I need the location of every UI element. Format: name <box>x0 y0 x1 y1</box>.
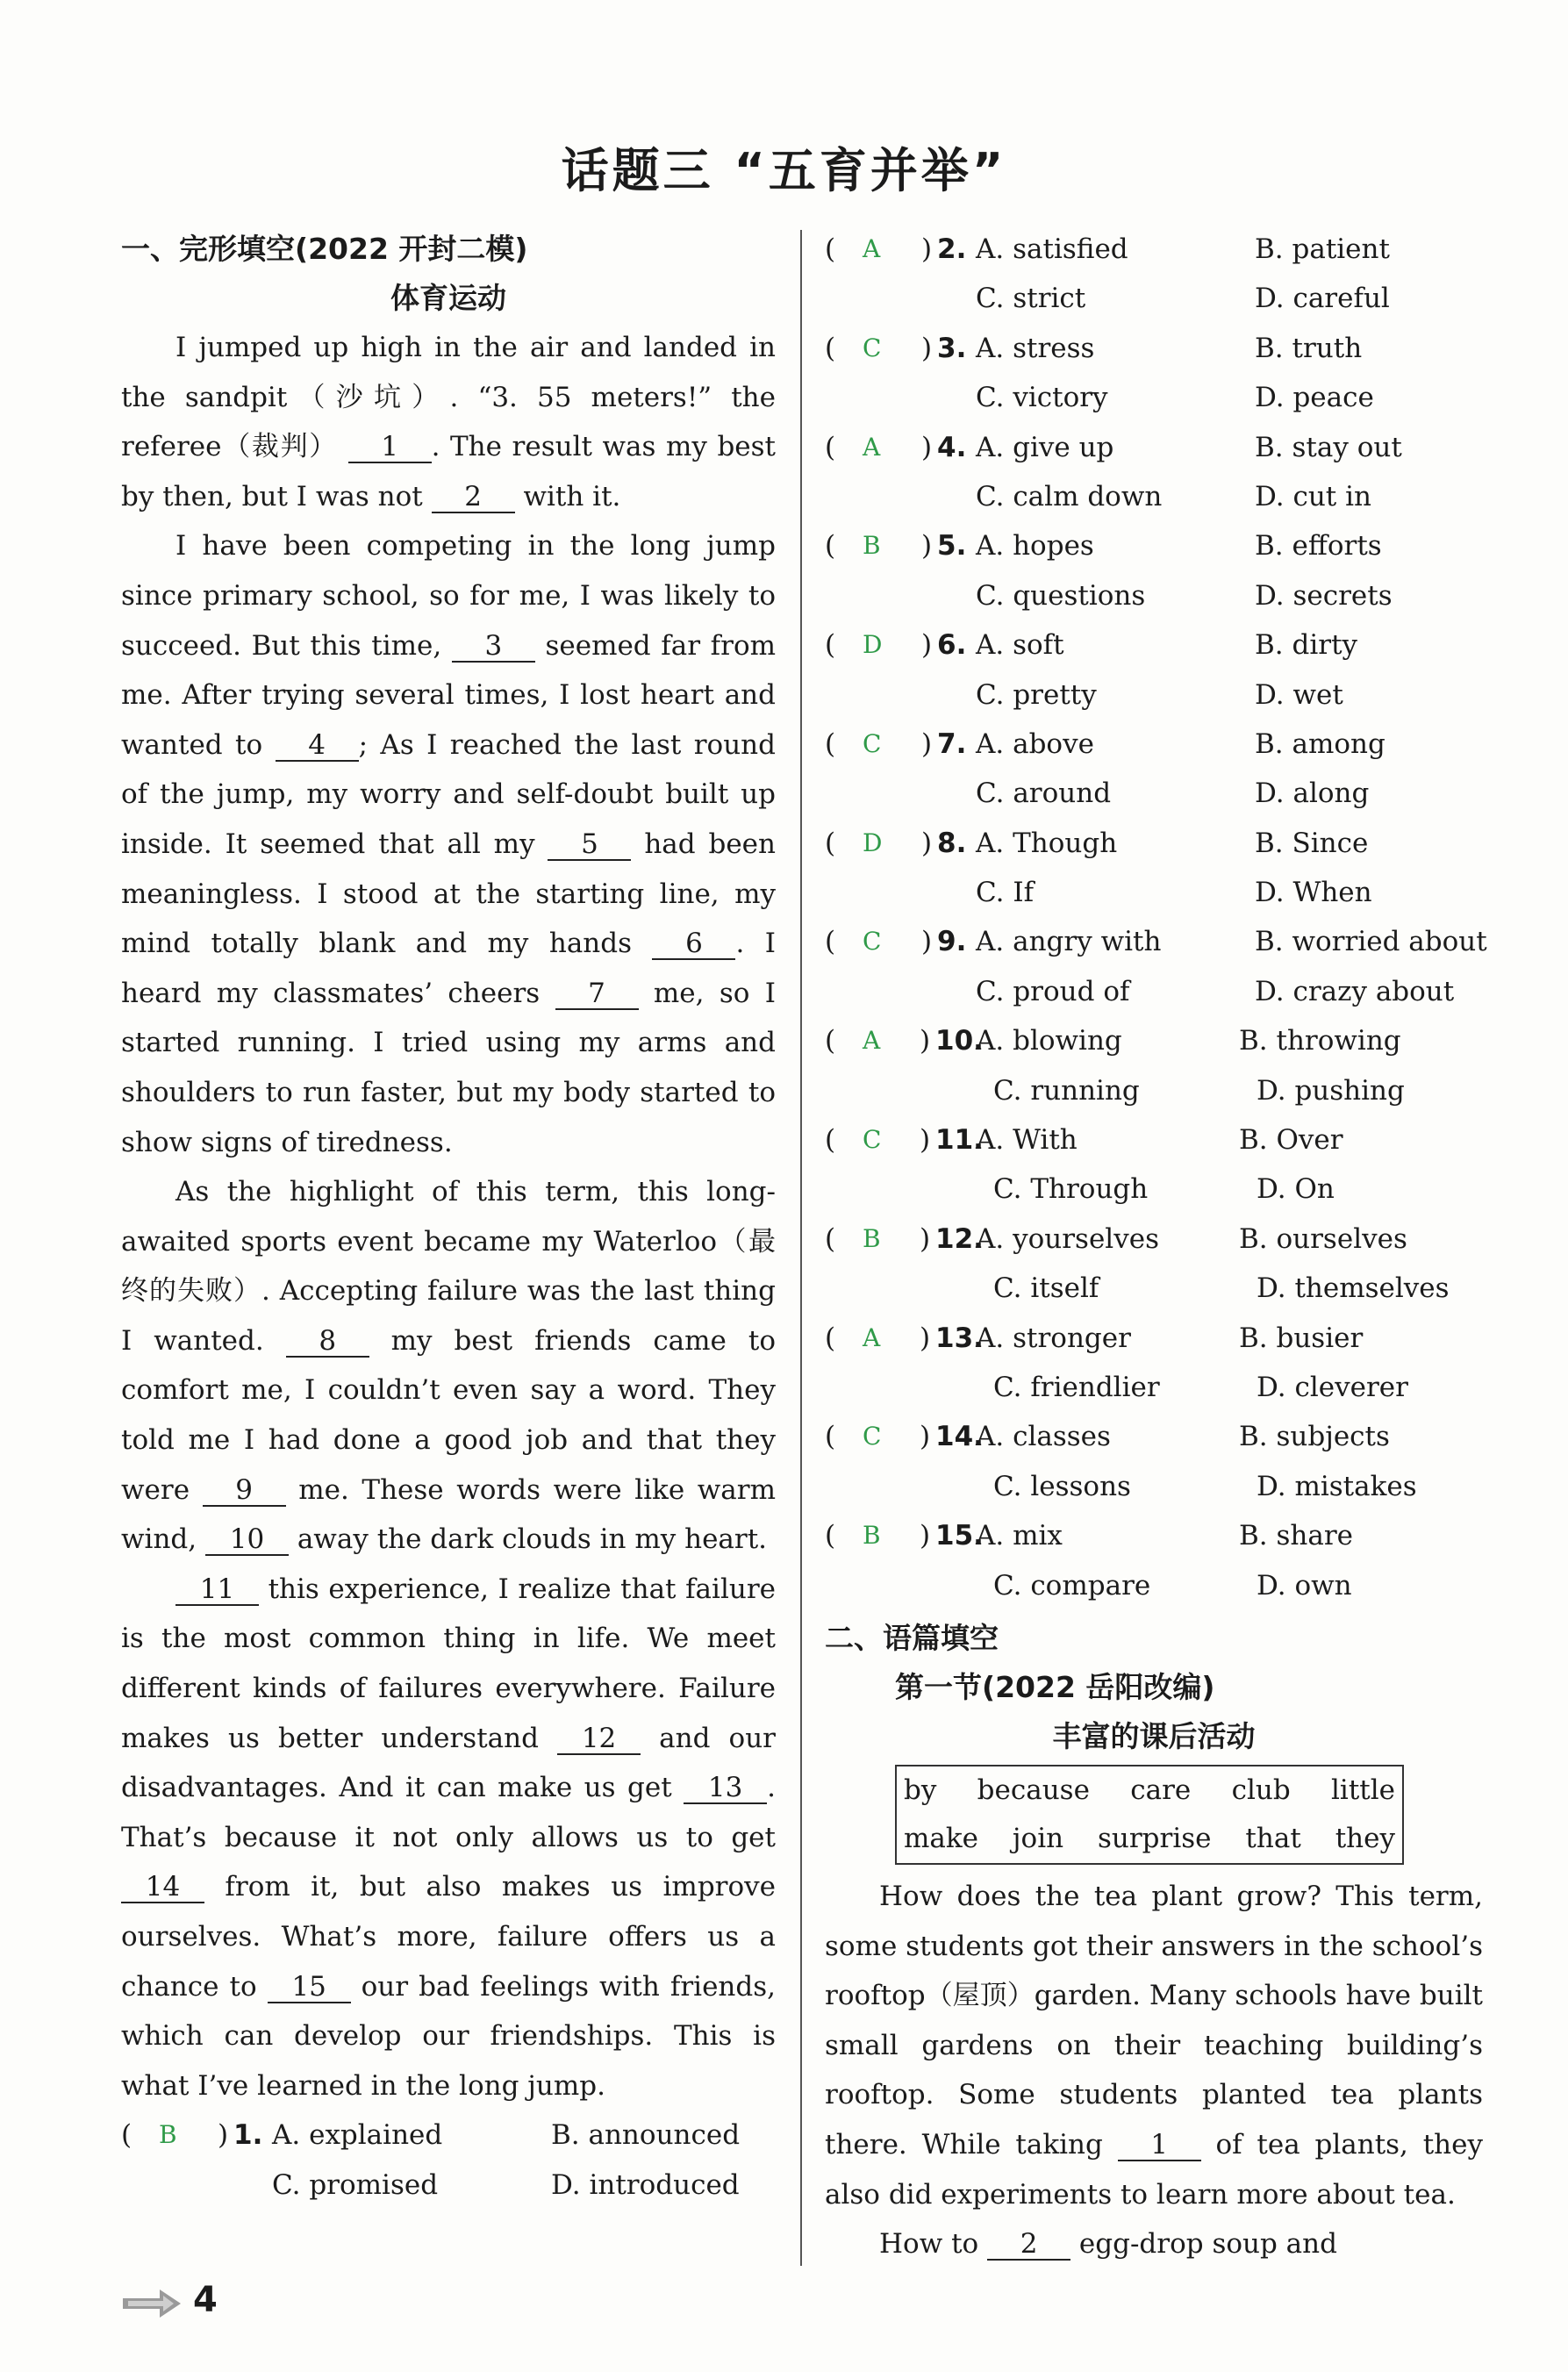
answer-letter: B <box>863 531 881 561</box>
open-paren: ( <box>825 1421 836 1453</box>
question-number: 6. <box>937 629 967 662</box>
option-b: B. busier <box>1239 1322 1364 1354</box>
passage-paragraph <box>825 2219 1483 2269</box>
option-d: D. secrets <box>1255 579 1393 612</box>
question-12 <box>825 1215 1483 1314</box>
passage-text: . I heard my classmates’ cheers <box>121 928 776 1009</box>
open-paren: ( <box>121 2119 132 2152</box>
section2-subtitle: 丰富的课后活动 <box>1052 1718 1256 1753</box>
option-d: D. introduced <box>551 2168 740 2201</box>
option-indent <box>825 868 976 917</box>
option-b: B. patient <box>1255 233 1390 265</box>
option-c: C. calm down <box>976 480 1163 512</box>
open-paren: ( <box>825 727 836 760</box>
option-indent <box>825 1561 993 1610</box>
close-paren: ) <box>921 233 933 265</box>
option-b: B. worried about <box>1255 926 1487 958</box>
option-a: A. blowing <box>976 1025 1122 1057</box>
option-d: D. careful <box>1255 283 1390 315</box>
option-a: A. hopes <box>976 530 1094 563</box>
blank-2: 2 <box>987 2229 1070 2261</box>
question-row <box>825 1165 1483 1214</box>
question-row <box>825 620 1483 670</box>
answer-slot <box>825 720 976 769</box>
close-paren: ) <box>921 431 933 463</box>
open-paren: ( <box>825 530 836 563</box>
question-row <box>825 917 1487 966</box>
close-paren: ) <box>920 1025 931 1057</box>
option-a: A. stress <box>976 332 1095 364</box>
option-b: B. truth <box>1255 332 1363 364</box>
option-a: A. above <box>976 727 1094 760</box>
option-d: D. cleverer <box>1257 1371 1408 1403</box>
question-row <box>825 225 1483 274</box>
option-indent <box>825 1165 993 1214</box>
answer-letter: A <box>863 432 881 462</box>
option-b: B. subjects <box>1239 1421 1390 1453</box>
question-row <box>825 1412 1483 1461</box>
option-d: D. wet <box>1255 678 1343 711</box>
question-number: 9. <box>937 926 967 958</box>
option-indent <box>825 670 976 720</box>
word-bank-item: that <box>1245 1822 1301 1854</box>
option-indent <box>825 373 976 422</box>
option-indent <box>825 1462 993 1511</box>
open-paren: ( <box>825 1222 836 1255</box>
option-c: C. lessons <box>993 1470 1131 1502</box>
blank-4: 4 <box>276 730 359 762</box>
answer-slot <box>825 1412 984 1461</box>
option-b: B. stay out <box>1255 431 1402 463</box>
answer-slot <box>825 423 976 472</box>
option-b: B. share <box>1239 1520 1354 1552</box>
option-c: C. Through <box>993 1173 1149 1206</box>
question-list <box>825 225 1487 1610</box>
option-indent <box>825 1264 993 1313</box>
blank-2: 2 <box>432 482 515 513</box>
answer-slot <box>825 1314 984 1363</box>
question-row <box>825 769 1483 818</box>
answer-letter: A <box>863 234 881 263</box>
option-a: A. soft <box>976 629 1064 662</box>
option-indent <box>825 274 976 323</box>
option-d: D. On <box>1257 1173 1335 1206</box>
question-11 <box>825 1115 1483 1215</box>
option-b: B. Since <box>1255 827 1369 859</box>
question-row <box>825 967 1483 1016</box>
option-a: A. classes <box>976 1421 1111 1453</box>
option-a: A. give up <box>976 431 1114 463</box>
question-1 <box>121 2110 776 2210</box>
option-c: C. proud of <box>976 975 1130 1007</box>
option-indent <box>825 1363 993 1412</box>
page-number: 4 <box>193 2280 218 2320</box>
passage-text: As the highlight of this term, this long-awaited sports event became my Waterloo（最终的失败）. Accepting failure was the last thing I wanted. <box>121 1176 776 1357</box>
passage-text: from it, but also makes us improve ourselves. What’s more, failure offers us a chance to <box>121 1871 776 2003</box>
option-c: C. compare <box>993 1569 1151 1602</box>
question-10 <box>825 1016 1483 1115</box>
passage-text: me. These words were like warm wind, <box>121 1473 777 1556</box>
option-d: D. crazy about <box>1255 975 1455 1007</box>
question-row <box>825 819 1483 868</box>
section1-subtitle: 体育运动 <box>390 281 506 315</box>
option-a: A. With <box>976 1124 1078 1157</box>
question-3 <box>825 324 1483 423</box>
passage-text: our bad feelings with friends, which can develop our friendships. This is what I’ve learned in the long jump. <box>121 1970 776 2102</box>
option-c: C. pretty <box>976 678 1097 711</box>
open-paren: ( <box>825 1025 836 1057</box>
word-bank-item: make <box>904 1822 979 1854</box>
answer-letter: C <box>863 1422 882 1451</box>
blank-8: 8 <box>286 1326 369 1358</box>
section2-part-heading: 第一节(2022 岳阳改编) <box>895 1669 1215 1704</box>
blank-14: 14 <box>121 1872 204 1903</box>
option-d: D. pushing <box>1257 1074 1405 1107</box>
question-number: 11. <box>935 1124 984 1157</box>
option-a: A. mix <box>976 1520 1063 1552</box>
question-row <box>825 1264 1483 1313</box>
option-b: B. throwing <box>1239 1025 1401 1057</box>
open-paren: ( <box>825 1322 836 1354</box>
passage-text: with it. <box>514 480 621 512</box>
passage-text: I have been competing in the long jump since primary school, so for me, I was likely to succeed. But this time, <box>121 530 776 662</box>
word-bank <box>895 1765 1404 1865</box>
answer-slot <box>825 917 976 966</box>
passage-paragraph <box>825 1872 1483 2219</box>
option-d: D. peace <box>1255 382 1374 414</box>
option-d: D. cut in <box>1255 480 1371 512</box>
option-c: C. strict <box>976 283 1086 315</box>
passage-paragraph <box>121 1167 776 1565</box>
open-paren: ( <box>825 827 836 859</box>
question-number: 3. <box>937 332 967 364</box>
passage-text: away the dark clouds in my heart. <box>288 1523 768 1556</box>
word-bank-item: they <box>1335 1822 1395 1854</box>
passage-text: of tea plants, they also did experiments to learn more about tea. <box>825 2128 1483 2211</box>
option-d: D. mistakes <box>1257 1470 1417 1502</box>
right-column <box>825 225 1487 2269</box>
open-paren: ( <box>825 926 836 958</box>
open-paren: ( <box>825 332 836 364</box>
question-row <box>825 720 1483 769</box>
section2-heading: 二、语篇填空 <box>825 1620 999 1655</box>
word-bank-row <box>904 1766 1395 1815</box>
option-b: B. efforts <box>1255 530 1382 563</box>
passage-paragraph <box>121 1565 776 2111</box>
option-d: D. along <box>1255 778 1370 810</box>
question-number: 5. <box>937 530 967 563</box>
answer-letter: B <box>159 2120 177 2150</box>
option-indent <box>121 2161 272 2210</box>
word-bank-item: because <box>977 1774 1090 1806</box>
passage-text: had been meaningless. I stood at the starting line, my mind totally blank and my hands <box>121 828 776 960</box>
passage-text: How to <box>879 2228 988 2261</box>
word-bank-item: little <box>1330 1774 1395 1806</box>
close-paren: ) <box>921 332 933 364</box>
section1-heading: 一、完形填空(2022 开封二模) <box>121 232 528 266</box>
option-a: A. Though <box>976 827 1118 859</box>
option-b: B. dirty <box>1255 629 1358 662</box>
question-6 <box>825 620 1483 720</box>
option-b: B. among <box>1255 727 1385 760</box>
blank-15: 15 <box>268 1972 351 2003</box>
question-13 <box>825 1314 1483 1413</box>
option-b: B. Over <box>1239 1124 1343 1157</box>
passage-text: seemed far from me. After trying several times, I lost heart and wanted to <box>121 629 777 761</box>
close-paren: ) <box>920 1322 931 1354</box>
passage-text: How does the tea plant grow? This term, some students got their answers in the school’s rooftop（屋顶）garden. Many schools have built small gardens on their teaching building’s rooftop. Some students planted tea plants there. While taking <box>825 1880 1483 2161</box>
question-number: 2. <box>937 233 967 265</box>
option-c: C. victory <box>976 382 1108 414</box>
option-c: C. questions <box>976 579 1146 612</box>
word-bank-item: join <box>1012 1822 1064 1854</box>
answer-slot <box>825 225 976 274</box>
passage-text: and our disadvantages. And it can make us get <box>121 1722 776 1804</box>
passage-text: ; As I reached the last round of the jump, my worry and self-doubt built up inside. It seemed that all my <box>121 728 776 860</box>
open-paren: ( <box>825 233 836 265</box>
question-7 <box>825 720 1483 819</box>
close-paren: ) <box>920 1520 931 1552</box>
open-paren: ( <box>825 629 836 662</box>
answer-letter: A <box>863 1026 881 1056</box>
question-row <box>825 1561 1483 1610</box>
question-4 <box>825 423 1483 522</box>
close-paren: ) <box>920 1124 931 1157</box>
question-number: 12. <box>935 1222 984 1255</box>
answer-slot <box>825 1016 984 1065</box>
answer-slot <box>825 819 976 868</box>
question-row <box>825 868 1483 917</box>
column-divider <box>800 230 802 2266</box>
answer-letter: D <box>863 630 883 660</box>
option-c: C. running <box>993 1074 1140 1107</box>
word-bank-item: by <box>904 1774 937 1806</box>
question-row <box>825 1066 1483 1115</box>
close-paren: ) <box>920 1222 931 1255</box>
passage-text: I jumped up high in the air and landed in the sandpit（沙坑）. “3. 55 meters!” the referee（裁判） <box>121 332 776 463</box>
question-2 <box>825 225 1483 324</box>
close-paren: ) <box>921 926 933 958</box>
blank-6: 6 <box>652 928 735 960</box>
blank-7: 7 <box>555 978 639 1010</box>
blank-9: 9 <box>203 1475 286 1507</box>
answer-letter: A <box>863 1322 881 1352</box>
option-b: B. announced <box>551 2119 741 2152</box>
question-number: 8. <box>937 827 967 859</box>
option-c: C. around <box>976 778 1112 810</box>
answer-letter: C <box>863 927 882 957</box>
word-bank-item: care <box>1130 1774 1192 1806</box>
answer-slot <box>121 2110 272 2160</box>
answer-letter: D <box>863 828 883 857</box>
answer-slot <box>825 521 976 570</box>
question-row <box>825 670 1483 720</box>
open-paren: ( <box>825 1520 836 1552</box>
open-paren: ( <box>825 431 836 463</box>
passage-paragraph <box>121 521 776 1167</box>
close-paren: ) <box>920 1421 931 1453</box>
question-row <box>825 571 1483 620</box>
question-row <box>825 1016 1483 1065</box>
passage-text: this experience, I realize that failure is the most common thing in life. We meet different kinds of failures everywhere. Failure makes us better understand <box>121 1573 776 1754</box>
close-paren: ) <box>921 827 933 859</box>
option-c: C. itself <box>993 1272 1099 1305</box>
question-9 <box>825 917 1487 1016</box>
option-a: A. stronger <box>976 1322 1131 1354</box>
answer-slot <box>825 1215 984 1264</box>
blank-1: 1 <box>1118 2130 1201 2161</box>
option-a: A. angry with <box>976 926 1162 958</box>
passage-text: . The result was my best by then, but I was not <box>121 431 776 512</box>
option-a: A. explained <box>272 2119 443 2152</box>
question-number: 7. <box>937 727 967 760</box>
option-d: D. When <box>1255 877 1372 909</box>
blank-3: 3 <box>452 631 535 663</box>
question-14 <box>825 1412 1483 1511</box>
answer-letter: B <box>863 1521 881 1551</box>
answer-letter: B <box>863 1223 881 1253</box>
question-number: 15. <box>935 1520 984 1552</box>
question-row <box>825 1462 1483 1511</box>
option-c: C. friendlier <box>993 1371 1160 1403</box>
question-row <box>825 423 1483 472</box>
left-column <box>121 225 776 2210</box>
passage-text: me, so I started running. I tried using my arms and shoulders to run faster, but my body started to show signs of tiredness. <box>121 977 776 1158</box>
answer-slot <box>825 620 976 670</box>
option-a: A. yourselves <box>976 1222 1159 1255</box>
question-row <box>825 324 1483 373</box>
passage-paragraph <box>121 323 776 521</box>
question-row <box>825 1363 1483 1412</box>
option-d: D. themselves <box>1257 1272 1450 1305</box>
option-a: A. satisfied <box>976 233 1128 265</box>
page-title: 话题三 “五育并举” <box>561 143 1007 198</box>
close-paren: ) <box>921 727 933 760</box>
blank-13: 13 <box>684 1773 767 1804</box>
answer-letter: C <box>863 728 882 758</box>
option-indent <box>825 1066 993 1115</box>
question-row <box>825 373 1483 422</box>
open-paren: ( <box>825 1124 836 1157</box>
question-5 <box>825 521 1483 620</box>
passage-text: egg-drop soup and <box>1070 2228 1337 2261</box>
close-paren: ) <box>921 530 933 563</box>
question-row <box>121 2161 776 2210</box>
question-number: 13. <box>935 1322 984 1354</box>
question-row <box>825 1511 1483 1560</box>
word-bank-row <box>904 1815 1395 1863</box>
question-15 <box>825 1511 1483 1610</box>
question-row <box>121 2110 776 2160</box>
close-paren: ) <box>218 2119 229 2152</box>
question-row <box>825 1314 1483 1363</box>
blank-10: 10 <box>205 1524 289 1556</box>
question-number: 14. <box>935 1421 984 1453</box>
option-indent <box>825 472 976 521</box>
passage-text: my best friends came to comfort me, I couldn’t even say a word. They told me I had done a good job and that they were <box>121 1324 777 1506</box>
arrow-icon <box>121 2286 183 2321</box>
answer-slot <box>825 1115 984 1165</box>
answer-slot <box>825 324 976 373</box>
option-c: C. If <box>976 877 1035 909</box>
blank-12: 12 <box>557 1723 641 1755</box>
option-c: C. promised <box>272 2168 439 2201</box>
blank-11: 11 <box>175 1574 259 1606</box>
answer-letter: C <box>863 333 882 362</box>
option-b: B. ourselves <box>1239 1222 1407 1255</box>
blank-1: 1 <box>348 432 432 463</box>
close-paren: ) <box>921 629 933 662</box>
question-row <box>825 521 1483 570</box>
passage-1 <box>121 323 776 2110</box>
blank-5: 5 <box>548 829 631 861</box>
option-d: D. own <box>1257 1569 1352 1602</box>
answer-slot <box>825 1511 984 1560</box>
passage-text: . That’s because it not only allows us to get <box>121 1772 776 1853</box>
option-indent <box>825 769 976 818</box>
question-number: 1. <box>233 2119 263 2152</box>
question-row <box>825 1115 1483 1165</box>
question-number: 4. <box>937 431 967 463</box>
question-row <box>825 472 1483 521</box>
option-indent <box>825 571 976 620</box>
question-number: 10. <box>935 1025 984 1057</box>
question-8 <box>825 819 1483 918</box>
word-bank-item: surprise <box>1097 1822 1212 1854</box>
answer-letter: C <box>863 1125 882 1155</box>
word-bank-item: club <box>1231 1774 1291 1806</box>
question-row <box>825 1215 1483 1264</box>
option-indent <box>825 967 976 1016</box>
question-row <box>825 274 1483 323</box>
